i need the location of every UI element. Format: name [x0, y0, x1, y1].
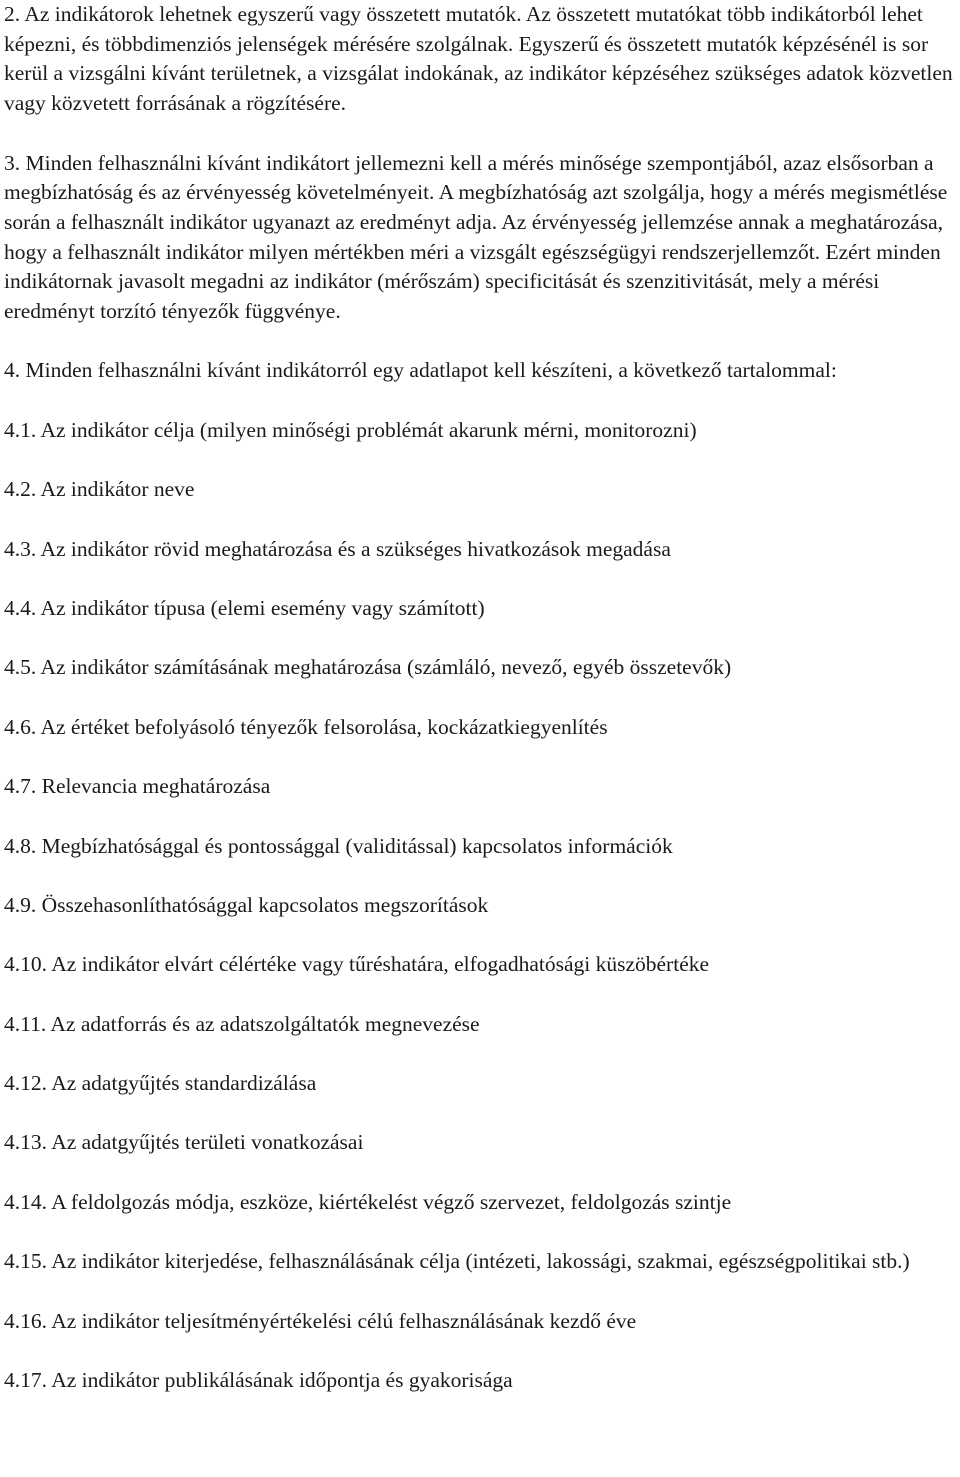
- list-item: 4.16. Az indikátor teljesítményértékelési célú felhasználásának kezdő éve: [4, 1308, 637, 1333]
- list-item: 4.13. Az adatgyűjtés területi vonatkozásai: [4, 1130, 364, 1155]
- paragraph-2: 2. Az indikátorok lehetnek egyszerű vagy összetett mutatók. Az összetett mutatókat több indikátorból lehet képezni, és többdimenziós jelenségek mérésére szolgálnak. Egyszerű és összetett mutatók képzésénél is sor kerül a vizsgálni kívánt területnek, a vizsgálat indokának, az indikátor képzéséhez szükséges adatok közvetlen vagy közvetett forrásának a rögzítésére.: [4, 2, 953, 116]
- list-item: 4.12. Az adatgyűjtés standardizálása: [4, 1071, 317, 1096]
- list-item: 4.15. Az indikátor kiterjedése, felhasználásának célja (intézeti, lakossági, szakmai, egészségpolitikai stb.): [4, 1249, 910, 1274]
- list-item: 4.2. Az indikátor neve: [4, 477, 195, 502]
- document-page: [4, 0, 956, 1396]
- list-item: 4.17. Az indikátor publikálásának időpontja és gyakorisága: [4, 1368, 513, 1393]
- indicator-datasheet-list: [4, 416, 956, 1396]
- paragraph-4: 4. Minden felhasználni kívánt indikátorról egy adatlapot kell készíteni, a következő tartalommal:: [4, 358, 837, 383]
- list-item: 4.1. Az indikátor célja (milyen minőségi problémát akarunk mérni, monitorozni): [4, 417, 697, 442]
- list-item: 4.11. Az adatforrás és az adatszolgáltatók megnevezése: [4, 1011, 480, 1036]
- list-item: 4.7. Relevancia meghatározása: [4, 774, 271, 799]
- list-item: 4.10. Az indikátor elvárt célértéke vagy tűréshatára, elfogadhatósági küszöbértéke: [4, 952, 710, 977]
- list-item: 4.3. Az indikátor rövid meghatározása és a szükséges hivatkozások megadása: [4, 536, 671, 561]
- list-item: 4.5. Az indikátor számításának meghatározása (számláló, nevező, egyéb összetevők): [4, 655, 732, 680]
- list-item: 4.4. Az indikátor típusa (elemi esemény vagy számított): [4, 595, 485, 620]
- list-item: 4.6. Az értéket befolyásoló tényezők felsorolása, kockázatkiegyenlítés: [4, 714, 608, 739]
- list-item: 4.9. Összehasonlíthatósággal kapcsolatos megszorítások: [4, 892, 489, 917]
- list-item: 4.14. A feldolgozás módja, eszköze, kiértékelést végző szervezet, feldolgozás szintje: [4, 1189, 732, 1214]
- paragraph-3: 3. Minden felhasználni kívánt indikátort jellemezni kell a mérés minősége szempontjából, azaz elsősorban a megbízhatóság és az érvényesség követelményeit. A megbízhatóság azt szolgálja, hogy a mérés megismétlése során a felhasznált indikátor ugyanazt az eredményt adja. Az érvényesség jellemzése annak a meghatározása, hogy a felhasznált indikátor milyen mértékben méri a vizsgált egészségügyi rendszerjellemzőt. Ezért minden indikátornak javasolt megadni az indikátor (mérőszám) specificitását és szenzitivitását, mely a mérési eredményt torzító tényezők függvénye.: [4, 150, 948, 324]
- list-item: 4.8. Megbízhatósággal és pontossággal (validitással) kapcsolatos információk: [4, 833, 673, 858]
